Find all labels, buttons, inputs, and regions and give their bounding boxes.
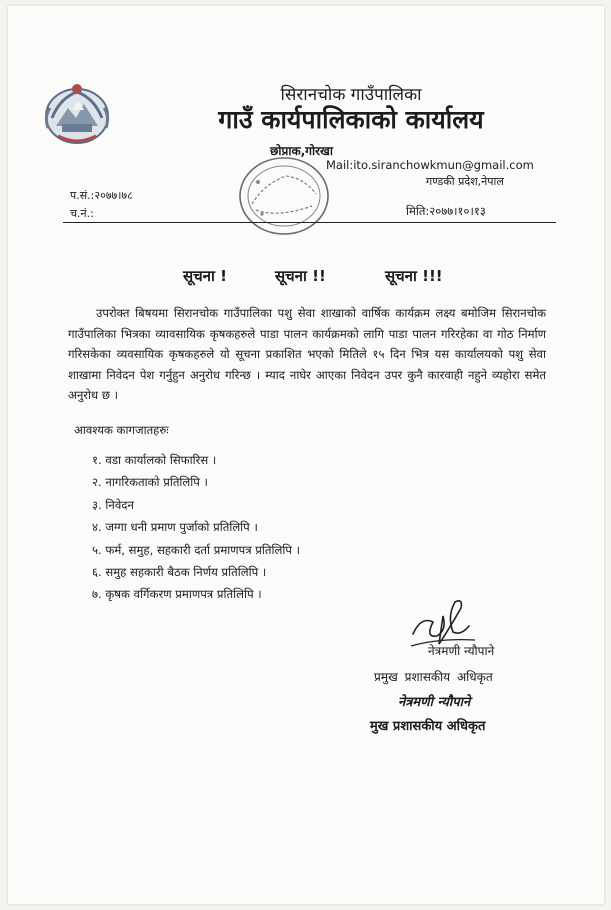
notice-heading [183, 266, 443, 286]
list-item: ७. कृषक वर्गिकरण प्रमाणपत्र प्रतिलिपि । [92, 587, 262, 602]
list-item: ४. जग्गा धनी प्रमाण पुर्जाको प्रतिलिपि । [92, 520, 258, 535]
required-documents-title: आवश्यक कागजातहरुः [74, 423, 169, 437]
signatory-name: नेत्रमणी न्यौपाने [428, 644, 495, 658]
office-location: छोप्राक,गोरखा [270, 144, 333, 158]
province-name: गण्डकी प्रदेश,नेपाल [426, 175, 504, 188]
municipality-name: सिरानचोक गाउँपालिका [280, 85, 422, 105]
list-item: २. नागरिकताको प्रतिलिपि । [92, 475, 208, 490]
reference-number: प.सं.:२०७७।७८ [70, 189, 133, 202]
notice-word-2: सूचना !! [275, 267, 326, 285]
list-item: ५. फर्म, समुह, सहकारी दर्ता प्रमाणपत्र प्रतिलिपि । [92, 542, 301, 557]
notice-word-1: सूचना ! [183, 267, 227, 285]
email-address: Mail:ito.siranchowkmun@gmail.com [326, 158, 534, 172]
letter-page [8, 6, 604, 904]
list-item: ६. समुह सहकारी बैठक निर्णय प्रतिलिपि । [92, 564, 267, 579]
office-name: गाउँ कार्यपालिकाको कार्यालय [218, 105, 484, 134]
notice-word-3: सूचना !!! [385, 267, 443, 285]
required-documents-list [92, 450, 300, 607]
header-divider [63, 222, 556, 223]
signatory-title: प्रमुख प्रशासकीय अधिकृत [374, 670, 493, 684]
list-item: ३. निवेदन [92, 497, 134, 512]
signatory-title-stamp: मुख प्रशासकीय अधिकृत [370, 719, 486, 734]
signatory-name-stamp: नेत्रमणी न्यौपाने [398, 695, 471, 710]
list-item: १. वडा कार्यालको सिफारिस । [92, 453, 217, 467]
letter-date: मिति:२०७७।१०।१३ [406, 204, 486, 218]
dispatch-number: च.नं.: [70, 207, 94, 220]
office-stamp-icon [234, 154, 332, 238]
notice-body: उपरोक्त बिषयमा सिरानचोक गाउँपालिका पशु सेवा शाखाको वार्षिक कार्यक्रम लक्ष्य बमोजिम सिरानचोक गाउँपालिका भित्रका व्यावसायिक कृषकहरुले पाडा पालन कार्यक्रमको लागि पाडा पालन गरिरहेका वा गोठ निर्माण गरिसकेका व्यवसायिक कृषकहरुले यो सूचना प्रकाशित भएको मितिले १५ दिन भित्र यस कार्यालयको पशु सेवा शाखामा निवेदन पेश गर्नुहुन अनुरोध गरिन्छ । म्याद नाघेर आएका निवेदन उपर कुनै कारवाही नहुने व्यहोरा समेत अनुरोध छ । [68, 306, 546, 402]
